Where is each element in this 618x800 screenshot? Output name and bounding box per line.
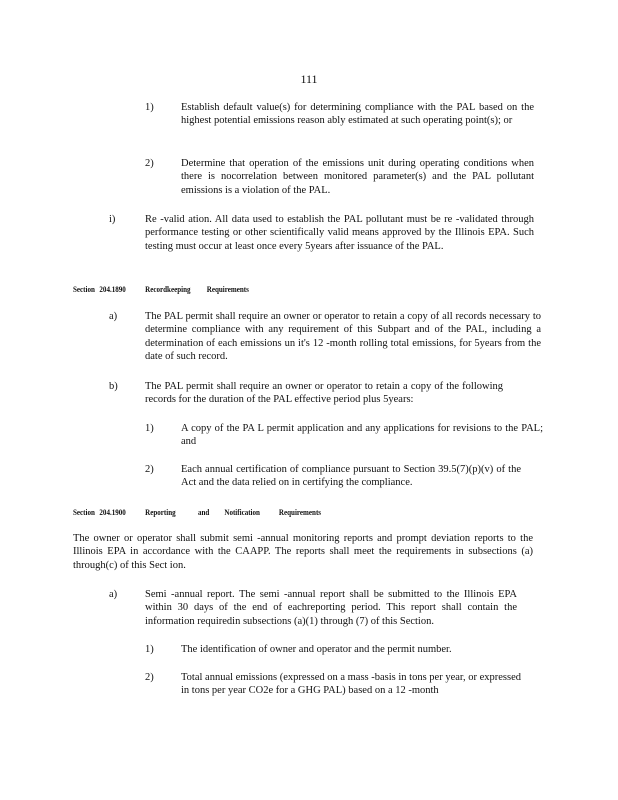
item-label-i: i) (109, 214, 116, 225)
section-word: Section (73, 508, 95, 517)
paragraph-following-records: The PAL permit shall require an owner or operator to retain a copy of the following records for the duration of the PAL effective period plus 5years: (145, 381, 503, 406)
section-title-and: and (197, 508, 210, 517)
item-label-a: a) (109, 311, 118, 322)
paragraph-section-intro: The owner or operator shall submit semi -annual monitoring reports and prompt deviation reports to the Illinois EPA in accordance with the CAAPP. The reports shall meet the requirements in subsections (a) through(c) of this Sect ion. (73, 533, 533, 571)
item-label-1: 1) (145, 102, 154, 113)
paragraph-establish-default-values: Establish default value(s) for determining compliance with the PAL based on the highest potential emissions reason ably estimated at such operating point(s); or (181, 102, 534, 127)
page-number: 111 (300, 72, 318, 86)
item-label-2b: 2) (145, 464, 154, 475)
paragraph-determine-operation: Determine that operation of the emissions unit during operating conditions when there is nocorrelation between monitored parameter(s) and the PAL pollutant emissions is a violation of the PAL. (181, 158, 534, 196)
section-title-reporting: Reporting (145, 508, 176, 517)
paragraph-retain-records: The PAL permit shall require an owner or operator to retain a copy of all records necessary to determine compliance with any requirement of this Subpart and of the PAL, including a determination of each emissions un it's 12 -month rolling total emissions, for 5years from the date of such record. (145, 311, 541, 363)
paragraph-revalidation: Re -valid ation. All data used to establish the PAL pollutant must be re -validated through performance testing or other scientifically valid means approved by the Illinois EPA. Such testing must occur at least once every 5years after issuance of the PAL. (145, 214, 534, 252)
item-label-1b: 1) (145, 423, 154, 434)
item-label-1c: 1) (145, 644, 154, 655)
section-number: 204.1890 (99, 285, 126, 294)
section-number: 204.1900 (99, 508, 126, 517)
section-title-requirements: Requirements (278, 508, 322, 517)
paragraph-identification: The identification of owner and operator and the permit number. (181, 644, 452, 655)
section-title-notification: Notification (224, 508, 260, 517)
paragraph-semi-annual-report: Semi -annual report. The semi -annual report shall be submitted to the Illinois EPA within 30 days of the end of eachreporting period. This report shall contain the information requiredin subsections (a)(1) through (7) of this Section. (145, 589, 517, 627)
section-title-recordkeeping: Recordkeeping (145, 285, 191, 294)
section-title-requirements: Requirements (206, 285, 249, 294)
section-heading-1890 (73, 285, 337, 295)
paragraph-total-annual-emissions: Total annual emissions (expressed on a mass -basis in tons per year, or expressed in tons per year CO2e for a GHG PAL) based on a 12 -month (181, 672, 522, 697)
item-label-2c: 2) (145, 672, 154, 683)
item-label-2: 2) (145, 158, 154, 169)
paragraph-annual-certification: Each annual certification of compliance pursuant to Section 39.5(7)(p)(v) of the Act and the data relied on in certifying the compliance. (181, 464, 521, 489)
item-label-b: b) (109, 381, 118, 392)
item-label-a2: a) (109, 589, 118, 600)
section-heading-1900 (73, 508, 337, 518)
paragraph-copy-permit-application: A copy of the PA L permit application and any applications for revisions to the PAL; and (181, 423, 543, 448)
section-word: Section (73, 285, 95, 294)
